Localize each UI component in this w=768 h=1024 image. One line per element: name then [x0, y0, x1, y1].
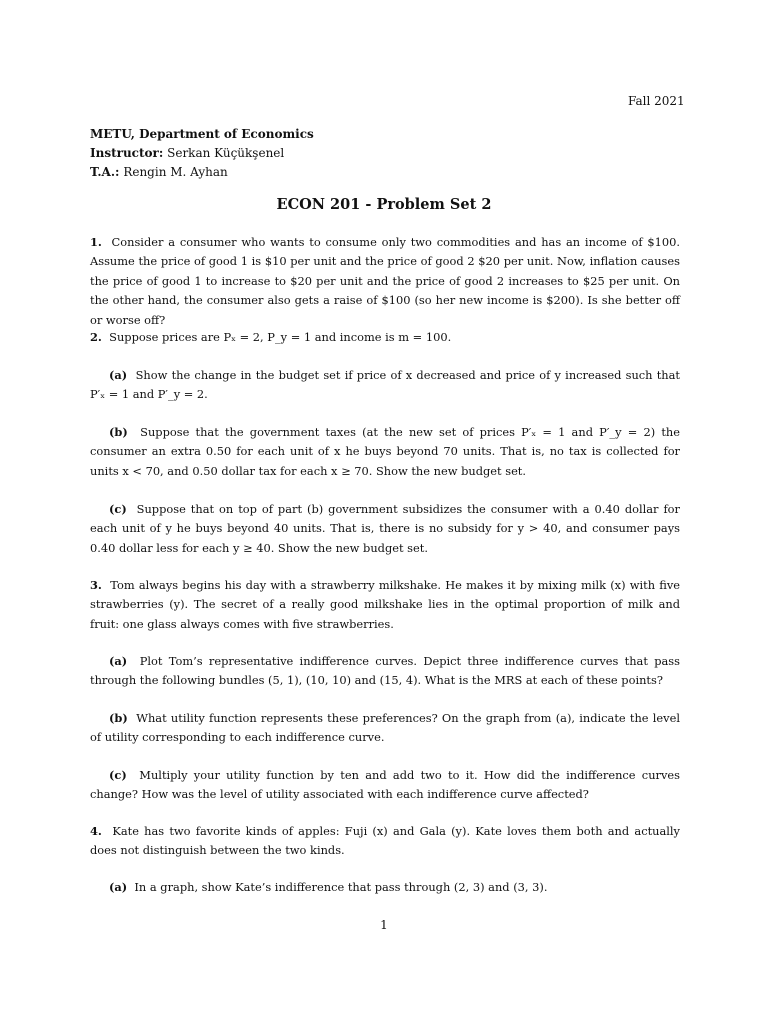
question-2c-text: Suppose that on top of part (b) government subsidizes the consumer with a 0.40 dollar for each unit of y he buys beyond 40 units. That is, there is no subsidy for y > 40, and consumer pays 0.40 dollar less for each y ≥ 40. Show the new budget set. — [90, 502, 680, 555]
question-3-number: 3. — [90, 578, 102, 592]
question-2a — [90, 366, 680, 405]
question-2-text: Suppose prices are Pₓ = 2, P_y = 1 and income is m = 100. — [109, 330, 452, 344]
question-3a-label: (a) — [109, 654, 128, 668]
question-4-number: 4. — [90, 824, 102, 838]
page-title: ECON 201 - Problem Set 2 — [276, 196, 492, 213]
page-number: 1 — [380, 918, 388, 932]
question-2c-label: (c) — [109, 502, 127, 516]
question-3b-text: What utility function represents these preferences? On the graph from (a), indicate the level of utility corresponding to each indifference curve. — [90, 711, 680, 745]
question-4a — [90, 878, 680, 897]
department: METU, Department of Economics — [90, 127, 314, 141]
question-2b-text: Suppose that the government taxes (at the new set of prices P′ₓ = 1 and P′_y = 2) the consumer an extra 0.50 for each unit of x he buys beyond 70 units. That is, no tax is collected for units x < 70, and 0.50 dollar tax for each x ≥ 70. Show the new budget set. — [90, 425, 681, 478]
question-2c — [90, 500, 680, 558]
question-2b — [90, 423, 680, 481]
question-1 — [90, 233, 680, 330]
instructor-name: Serkan Küçükşenel — [167, 146, 285, 160]
ta-label: T.A.: — [90, 165, 120, 179]
question-3a-text: Plot Tom’s representative indifference curves. Depict three indifference curves that pass through the following bundles (5, 1), (10, 10) and (15, 4). What is the MRS at each of these points? — [90, 654, 680, 688]
question-2b-label: (b) — [109, 425, 128, 439]
question-3a — [90, 652, 680, 691]
course-header — [90, 125, 314, 182]
question-3c-text: Multiply your utility function by ten and add two to it. How did the indifference curves change? How was the level of utility associated with each indifference curve affected? — [90, 768, 680, 802]
question-3c-label: (c) — [109, 768, 127, 782]
question-2 — [90, 328, 680, 347]
question-3b-label: (b) — [109, 711, 128, 725]
question-1-number: 1. — [90, 235, 102, 249]
question-2a-label: (a) — [109, 368, 128, 382]
question-3b — [90, 709, 680, 748]
question-3-text: Tom always begins his day with a strawberry milkshake. He makes it by mixing milk (x) with five strawberries (y). The secret of a really good milkshake lies in the optimal proportion of milk and fruit: one glass always comes with five strawberries. — [90, 578, 680, 631]
instructor-label: Instructor: — [90, 146, 164, 160]
question-3c — [90, 766, 680, 805]
question-1-text: Consider a consumer who wants to consume only two commodities and has an income of $100. Assume the price of good 1 is $10 per unit and the price of good 2 $20 per unit. Now, inflation causes the price of good 1 to increase to $20 per unit and the price of good 2 increases to $25 per unit. On the other hand, the consumer also gets a raise of $100 (so her new income is $200). Is she better off or worse off? — [90, 235, 680, 327]
question-2-number: 2. — [90, 330, 102, 344]
question-4-text: Kate has two favorite kinds of apples: Fuji (x) and Gala (y). Kate loves them both and actually does not distinguish between the two kinds. — [90, 824, 680, 858]
ta-name: Rengin M. Ayhan — [123, 165, 228, 179]
question-4 — [90, 822, 680, 861]
question-2a-text: Show the change in the budget set if price of x decreased and price of y increased such that P′ₓ = 1 and P′_y = 2. — [90, 368, 680, 402]
question-4a-label: (a) — [109, 880, 128, 894]
question-4a-text: In a graph, show Kate’s indifference that pass through (2, 3) and (3, 3). — [134, 880, 548, 894]
question-3 — [90, 576, 680, 634]
semester: Fall 2021 — [628, 94, 685, 108]
